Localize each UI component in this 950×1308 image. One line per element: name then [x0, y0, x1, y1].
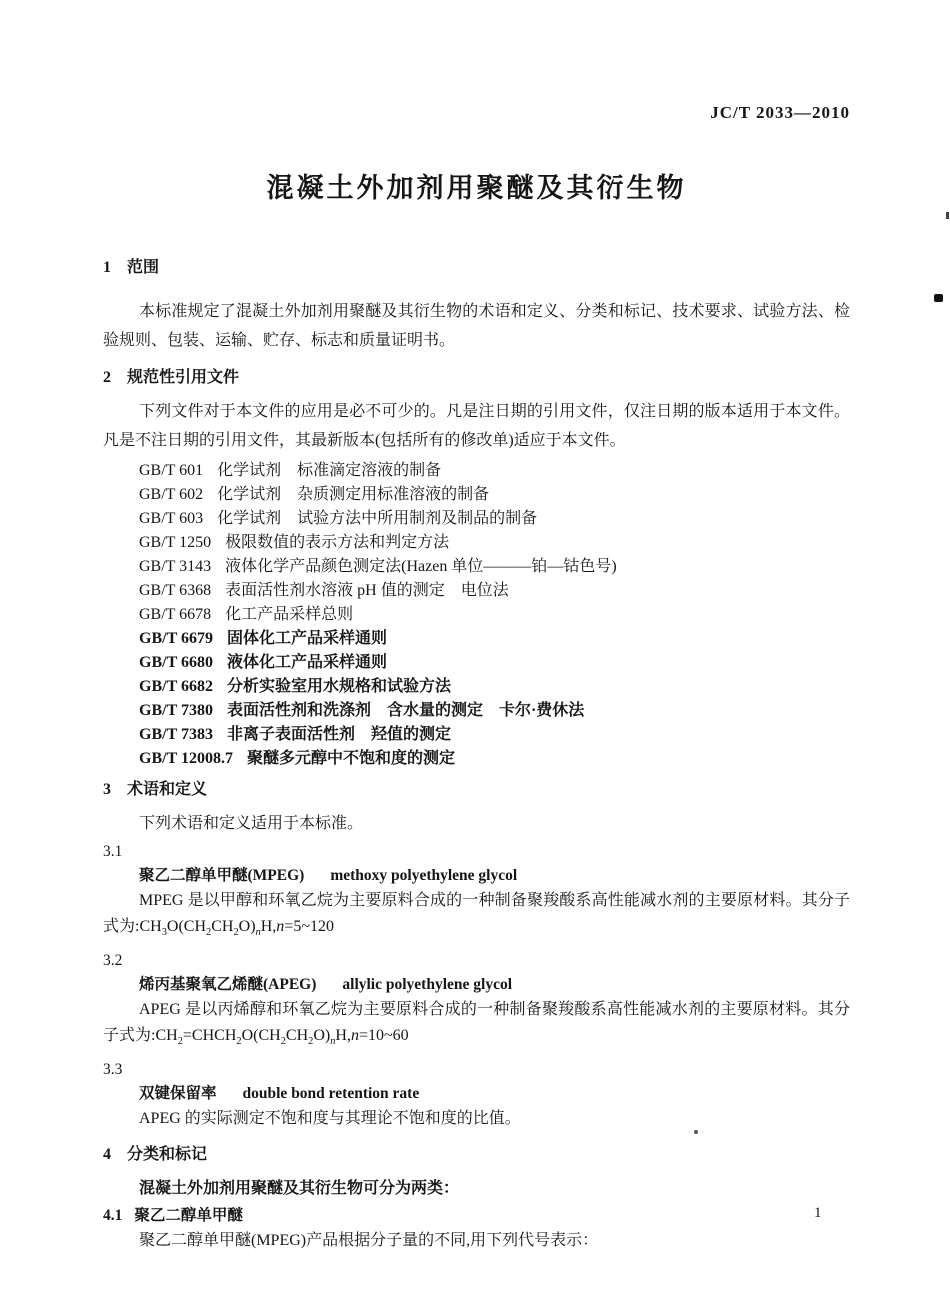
- term-number: 3.3: [103, 1061, 123, 1079]
- scan-speck: [946, 212, 949, 219]
- term-title-zh: 双键保留率: [139, 1085, 217, 1103]
- term-title: [103, 973, 850, 997]
- section-3-title: 术语和定义: [127, 781, 208, 798]
- reference-title: 化学试剂 杂质测定用标准溶液的制备: [217, 486, 490, 503]
- section-4-1-number: 4.1: [103, 1207, 123, 1225]
- reference-code: GB/T 602: [139, 486, 204, 503]
- reference-title: 聚醚多元醇中不饱和度的测定: [246, 750, 455, 767]
- term-number: 3.2: [103, 952, 123, 970]
- term-definition: MPEG 是以甲醇和环氧乙烷为主要原料合成的一种制备聚羧酸系高性能减水剂的主要原材料。其分子式为$:CH_3O(CH_2CH_2O)_nH,n=5\sim 120$: [103, 892, 850, 939]
- reference-code: GB/T 7380: [139, 702, 213, 719]
- term-title-en: double bond retention rate: [242, 1085, 420, 1103]
- reference-title: 液体化工产品采样通则: [226, 654, 387, 671]
- term-entry-3-2: [103, 949, 850, 1055]
- reference-code: GB/T 6368: [139, 582, 212, 599]
- section-4-1-title: 聚乙二醇单甲醚: [134, 1207, 243, 1225]
- term-title-zh: 聚乙二醇单甲醚(MPEG): [139, 867, 305, 884]
- reference-code: GB/T 6680: [139, 654, 213, 671]
- section-2-number: 2: [103, 369, 111, 386]
- reference-code: GB/T 6678: [139, 606, 212, 623]
- reference-code: GB/T 7383: [139, 726, 213, 743]
- reference-code: GB/T 12008.7: [139, 750, 233, 767]
- terms-intro-paragraph: 下列术语和定义适用于本标准。: [139, 815, 364, 832]
- reference-item: [103, 555, 850, 579]
- reference-item: [103, 723, 850, 747]
- reference-item: [103, 483, 850, 507]
- standard-code: JC/T 2033—2010: [710, 103, 850, 122]
- reference-code: GB/T 603: [139, 510, 204, 527]
- scan-speck: [934, 294, 943, 302]
- reference-code: GB/T 3143: [139, 558, 212, 575]
- reference-item: [103, 459, 850, 483]
- reference-title: 液体化学产品颜色测定法(Hazen 单位———铂—钴色号): [225, 558, 617, 575]
- term-definition: APEG 是以丙烯醇和环氧乙烷为主要原料合成的一种制备聚羧酸系高性能减水剂的主要原材料。其分子式为$:CH_2=CHCH_2O(CH_2CH_2O)_nH,n=10\sim 60$: [103, 1001, 850, 1048]
- section-1-title: 范围: [127, 259, 160, 276]
- references-intro-paragraph: 下列文件对于本文件的应用是必不可少的。凡是注日期的引用文件，仅注日期的版本适用于本文件。凡是不注日期的引用文件，其最新版本(包括所有的修改单)适应于本文件。: [103, 403, 850, 449]
- term-entry-3-1: [103, 840, 850, 946]
- reference-title: 非离子表面活性剂 羟值的测定: [226, 726, 451, 743]
- reference-title: 固体化工产品采样通则: [226, 630, 387, 647]
- reference-title: 化学试剂 标准滴定溶液的制备: [217, 462, 442, 479]
- reference-item: [103, 507, 850, 531]
- section-4-1-body: 聚乙二醇单甲醚(MPEG)产品根据分子量的不同,用下列代号表示：: [139, 1232, 599, 1250]
- reference-title: 表面活性剂水溶液 pH 值的测定 电位法: [225, 582, 509, 599]
- reference-title: 表面活性剂和洗涤剂 含水量的测定 卡尔·费休法: [226, 702, 585, 719]
- section-3-number: 3: [103, 781, 111, 798]
- term-title-en: methoxy polyethylene glycol: [330, 867, 518, 884]
- reference-title: 化工产品采样总则: [225, 606, 354, 623]
- classification-intro-paragraph: 混凝土外加剂用聚醚及其衍生物可分为两类：: [139, 1180, 460, 1198]
- reference-title: 分析实验室用水规格和试验方法: [226, 678, 451, 695]
- section-1-heading: [103, 257, 850, 279]
- reference-code: GB/T 1250: [139, 534, 212, 551]
- section-2-heading: [103, 367, 850, 389]
- reference-code: GB/T 601: [139, 462, 204, 479]
- reference-item: [103, 651, 850, 675]
- references-list: [103, 459, 850, 771]
- term-title: [103, 1082, 850, 1106]
- section-4-number: 4: [103, 1146, 111, 1164]
- reference-item: [103, 627, 850, 651]
- term-number: 3.1: [103, 843, 123, 860]
- section-3-heading: [103, 779, 850, 801]
- document-title: 混凝土外加剂用聚醚及其衍生物: [266, 173, 687, 203]
- scope-paragraph: 本标准规定了混凝土外加剂用聚醚及其衍生物的术语和定义、分类和标记、技术要求、试验方法、检验规则、包装、运输、贮存、标志和质量证明书。: [103, 303, 850, 349]
- term-definition: APEG 的实际测定不饱和度与其理论不饱和度的比值。: [139, 1110, 521, 1128]
- term-entry-3-3: [103, 1058, 850, 1132]
- section-1-number: 1: [103, 259, 111, 276]
- term-title: [103, 864, 850, 888]
- reference-item: [103, 531, 850, 555]
- scan-speck: [694, 1130, 698, 1134]
- reference-code: GB/T 6679: [139, 630, 213, 647]
- term-title-en: allylic polyethylene glycol: [342, 976, 513, 994]
- reference-title: 化学试剂 试验方法中所用制剂及制品的制备: [217, 510, 538, 527]
- reference-item: [103, 579, 850, 603]
- page-number: 1: [814, 1205, 822, 1221]
- term-title-zh: 烯丙基聚氧乙烯醚(APEG): [139, 976, 317, 994]
- section-2-title: 规范性引用文件: [127, 369, 240, 386]
- section-4-title: 分类和标记: [127, 1146, 208, 1164]
- reference-item: [103, 699, 850, 723]
- reference-item: [103, 675, 850, 699]
- reference-item: [103, 603, 850, 627]
- reference-code: GB/T 6682: [139, 678, 213, 695]
- section-4-heading: [103, 1144, 850, 1166]
- reference-item: [103, 747, 850, 771]
- reference-title: 极限数值的表示方法和判定方法: [225, 534, 450, 551]
- section-4-1-heading: [103, 1204, 850, 1228]
